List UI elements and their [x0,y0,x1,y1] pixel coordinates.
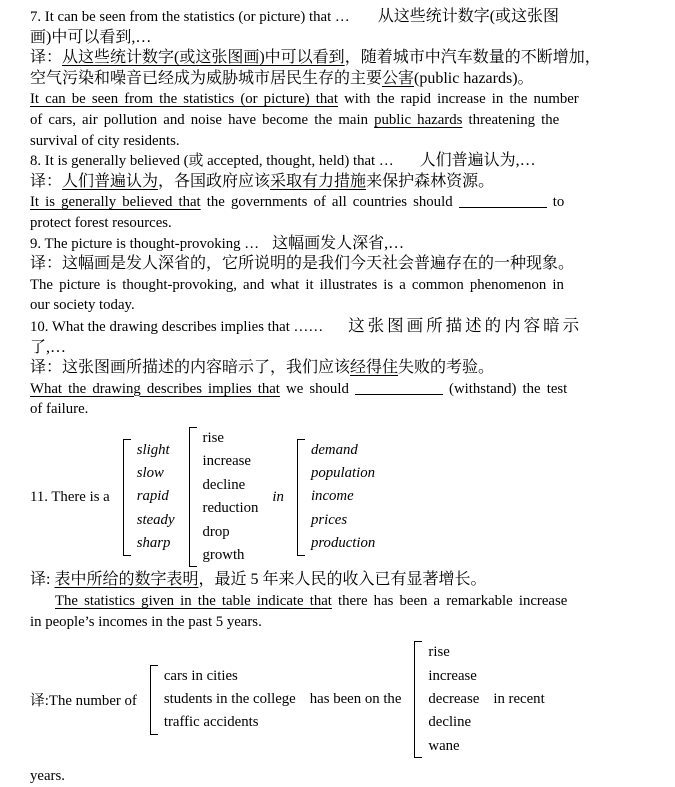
text-segment: ，随着城市中汽车数量的不断增加， [344,49,601,67]
text-segment: 失败的考验。 [398,359,495,377]
text-segment: 表中所给的数字表明 [54,571,199,589]
option-word-column [137,439,175,556]
text-segment: 译： [30,49,63,67]
option-word: rapid [136,488,169,505]
option-word-column [311,439,375,556]
item7-example-en-2 [30,110,649,131]
item9-heading [30,234,649,255]
text-segment: The statistics given in the table indicate that [55,592,332,609]
item11-example-en-1 [30,591,649,612]
option-word: prices [310,511,348,528]
text-segment: (public hazards)。 [414,69,534,87]
option-word: drop [202,523,230,540]
option-word: cars in cities [163,667,238,684]
bracket-group [414,641,479,758]
number-of-pattern-tail [30,766,649,787]
text-segment: 采取有力措施 [270,172,367,190]
option-word: students in the college [163,690,296,707]
item7-translation-cn-cont [30,69,649,90]
option-word: slow [136,464,164,481]
item7-example-en-3 [30,131,649,152]
option-word: income [310,488,354,505]
option-word-column [164,665,296,735]
bracket-group [123,439,175,556]
item7-heading-cont [30,28,649,49]
text-segment: 这张图画所描述的内容暗示 [348,315,583,335]
item10-heading-cont [30,338,649,359]
option-word-column [428,641,479,758]
text-segment: threatening the [462,111,560,128]
option-word: reduction [202,500,259,517]
number-of-pattern-row [30,641,649,758]
option-word: slight [136,441,170,458]
text-segment: It can be seen from the statistics (or picture) that [30,91,338,108]
option-word: decline [428,714,472,731]
text-segment: 经得住 [350,359,399,377]
text-segment: public hazards [374,111,463,128]
item10-heading [30,316,649,338]
text-segment: in people’s incomes in the past 5 years. [30,613,262,630]
text-segment: 画)中可以看到,… [30,28,152,46]
text-segment: 译: [30,571,55,589]
bracket-row-text: in [272,488,284,505]
item11-translation-cn [30,570,649,591]
text-segment: 译： [30,172,63,190]
item10-exercise-en-1 [30,379,649,400]
bracket-row-text: 译:The number of [30,693,137,710]
item8-exercise-en-1 [30,192,649,213]
item9-translation-cn [30,254,649,275]
option-word-column [203,427,259,567]
text-segment: 译：这张图画所描述的内容暗示了，我们应该 [30,359,351,377]
text-segment: 从这些统计数字(或这张图画)中可以看到 [62,49,345,67]
text-segment: 公害 [382,69,415,87]
text-segment: with the rapid increase in the number [337,91,579,108]
text-segment: of failure. [30,401,89,418]
option-word: demand [310,441,358,458]
text-segment: 空气污染和噪音已经成为威胁城市居民生存的主要 [30,69,383,87]
bracket-row-text: 11. There is a [30,488,110,505]
item9-example-en-1 [30,275,649,296]
item8-exercise-en-2 [30,213,649,234]
left-bracket-glyph [150,665,158,735]
text-segment: of cars, air pollution and noise have become the main [30,111,375,128]
item7-heading [30,7,649,28]
option-word: wane [428,737,460,754]
text-segment: our society today. [30,297,135,314]
fill-in-blank [355,382,443,395]
option-word: growth [202,546,245,563]
text-segment: survival of city residents. [30,132,180,149]
text-segment: 了,… [30,338,67,356]
left-bracket-glyph [123,439,131,556]
option-word: population [310,464,376,481]
text-segment: 7. It can be seen from the statistics (or picture) that … [30,9,350,25]
bracket-group [150,665,296,735]
item10-translation-cn [30,358,649,379]
left-bracket-glyph [189,427,197,567]
item7-example-en-1 [30,89,649,110]
option-word: traffic accidents [163,714,259,731]
text-segment: The picture is thought-provoking, and what it illustrates is a common phenomenon in [30,276,564,293]
text-segment: It is generally believed that [30,194,201,211]
option-word: production [310,535,376,552]
left-bracket-glyph [414,641,422,758]
bracket-group [297,439,375,556]
option-word: decline [202,476,246,493]
left-bracket-glyph [297,439,305,556]
text-segment: 人们普遍认为,… [419,152,536,170]
fill-in-blank [459,195,547,208]
item8-translation-cn [30,172,649,193]
text-segment: 从这些统计数字(或这张图 [377,8,560,25]
text-segment: 10. What the drawing describes implies that …… [30,318,324,335]
option-word: increase [202,453,251,470]
text-segment: (withstand) the test [442,380,568,397]
item11-example-en-2 [30,612,649,633]
option-word: decrease [428,690,480,707]
text-segment: the governments of all countries should [200,194,459,211]
item10-exercise-en-2 [30,399,649,420]
text-segment: 人们普遍认为 [62,172,159,190]
text-segment: 8. It is generally believed (或 accepted, thought, held) that … [30,153,394,170]
item11-pattern-row [30,427,649,567]
text-segment: What the drawing describes implies that [30,380,280,397]
spacer [323,330,348,331]
item8-heading [30,151,649,172]
text-segment: ，各国政府应该 [158,172,271,190]
bracket-group [189,427,259,567]
text-segment: there has been a remarkable increase [331,592,568,609]
item9-example-en-2 [30,295,649,316]
bracket-row-text: has been on the [309,691,402,708]
option-word: rise [202,429,224,446]
option-word: steady [136,511,175,528]
option-word: sharp [136,535,171,552]
text-segment: 来保护森林资源。 [366,172,495,190]
option-word: increase [428,667,477,684]
item7-translation-cn [30,48,649,69]
text-segment: we should [279,380,355,397]
text-segment: 译：这幅画是发人深省的，它所说明的是我们今天社会普遍存在的一种现象。 [30,255,575,273]
spacer [394,164,420,165]
spacer [350,20,378,21]
text-segment: 这幅画发人深省,… [272,234,405,252]
spacer [259,247,272,248]
text-segment: to [546,194,565,211]
text-segment: protect forest resources. [30,214,172,231]
text-segment: years. [30,768,65,785]
text-segment: 9. The picture is thought-provoking … [30,235,260,252]
text-segment: ，最近 5 年来人民的收入已有显著增长。 [198,571,487,589]
option-word: rise [428,644,450,661]
bracket-row-text: in recent [493,691,545,708]
